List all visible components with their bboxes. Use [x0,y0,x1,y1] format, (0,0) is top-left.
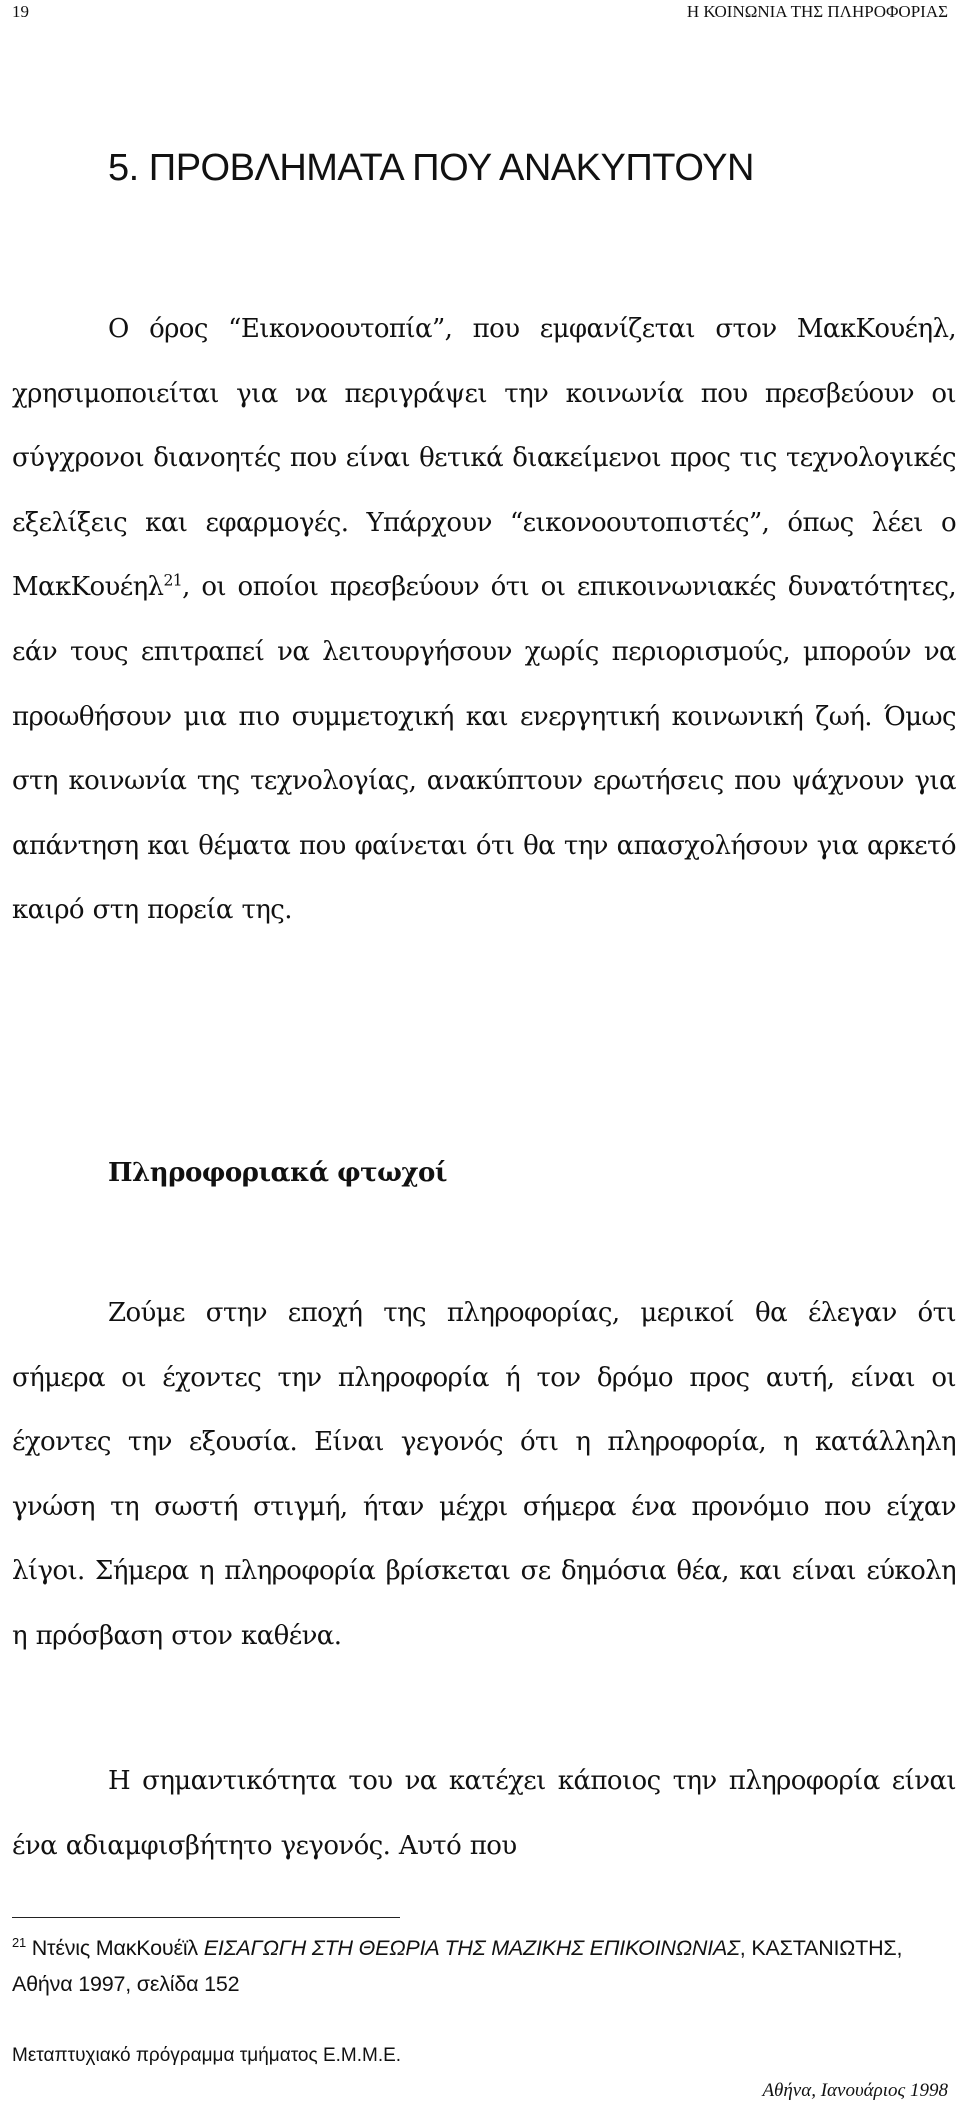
footnote-divider [12,1917,400,1918]
paragraph-1-text-b: , οι οποίοι πρεσβεύουν ότι οι επικοινωνιακές δυνατότητες, εάν τους επιτραπεί να λειτουργήσουν χωρίς περιορισμούς, μπορούν να προωθήσουν μια πιο συμμετοχική και ενεργητική κοινωνική ζωή. Όμως στη κοινωνία της τεχνολογίας, ανακύπτουν ερωτήσεις που ψάχνουν για απάντηση και θέματα που φαίνεται ότι θα την απασχολήσουν για αρκετό καιρό στη πορεία της. [12,572,956,926]
footnote-reference: 21 [163,571,183,590]
footnote-book-title: ΕΙΣΑΓΩΓΗ ΣΤΗ ΘΕΩΡΙΑ ΤΗΣ ΜΑΖΙΚΗΣ ΕΠΙΚΟΙΝΩΝΙΑΣ [203,1936,740,1960]
paragraph-3 [12,1749,956,1878]
footnote-publication: , ΚΑΣΤΑΝΙΩΤΗΣ, Αθήνα 1997, σελίδα 152 [12,1936,903,1996]
paragraph-1 [12,297,956,943]
page-header [12,0,948,20]
footnote-number: 21 [12,1934,26,1950]
footer-program: Μεταπτυχιακό πρόγραμμα τμήματος Ε.Μ.Μ.Ε. [12,2045,402,2066]
paragraph-1-text-a: Ο όρος “Εικονοουτοπία”, που εμφανίζεται στον ΜακΚουέηλ, χρησιμοποιείται για να περιγράψει την κοινωνία που πρεσβεύουν οι σύγχρονοι διανοητές που είναι θετικά διακείμενοι προς τις τεχνολογικές εξελίξεις και εφαρμογές. Υπάρχουν “εικονοουτοπιστές”, όπως λέει ο ΜακΚουέηλ [12,314,956,603]
paragraph-3-text: Η σημαντικότητα του να κατέχει κάποιος την πληροφορία είναι ένα αδιαμφισβήτητο γεγονός. Αυτό που [12,1766,956,1861]
section-heading: Πληροφοριακά φτωχοί [108,1158,447,1188]
footnote [12,1930,942,2002]
page-number: 19 [12,2,29,21]
footer-place-date: Αθήνα, Ιανουάριος 1998 [762,2080,948,2101]
paragraph-2-text: Ζούμε στην εποχή της πληροφορίας, μερικοί θα έλεγαν ότι σήμερα οι έχοντες την πληροφορία ή τον δρόμο προς αυτή, είναι οι έχοντες την εξουσία. Είναι γεγονός ότι η πληροφορία, η κατάλληλη γνώση τη σωστή στιγμή, ήταν μέχρι σήμερα ένα προνόμιο που είχαν λίγοι. Σήμερα η πληροφορία βρίσκεται σε δημόσια θέα, και είναι εύκολη η πρόσβαση στον καθένα. [12,1298,956,1651]
chapter-title: 5. ΠΡΟΒΛΗΜΑΤΑ ΠΟΥ ΑΝΑΚΥΠΤΟΥΝ [108,147,754,189]
running-title: Η ΚΟΙΝΩΝΙΑ ΤΗΣ ΠΛΗΡΟΦΟΡΙΑΣ [686,2,948,21]
footnote-author: Ντένις ΜακΚουέϊλ [25,1936,204,1960]
paragraph-2 [12,1281,956,1669]
